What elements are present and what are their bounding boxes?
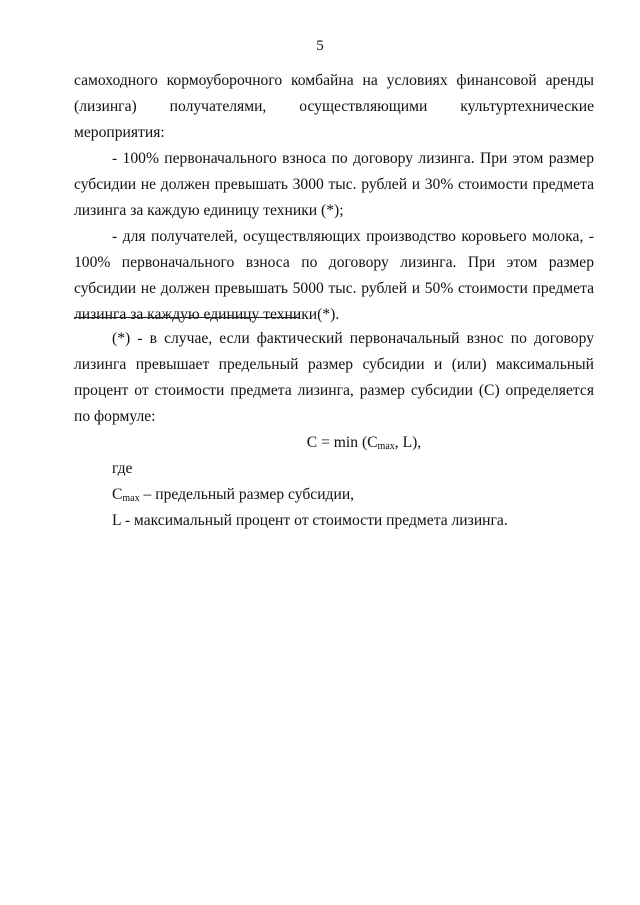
formula-suffix: , L), — [394, 434, 422, 451]
main-text — [74, 68, 594, 328]
paragraph-item-2: - для получателей, осуществляющих производство коровьего молока, - 100% первоначального взноса по договору лизинга. При этом размер субсидии не должен превышать 5000 тыс. рублей и 50% стоимости предмета лизинга за каждую единицу техники(*). — [74, 228, 594, 323]
page-number: 5 — [316, 38, 324, 54]
paragraph-intro: самоходного кормоуборочного комбайна на условиях финансовой аренды (лизинга) получателями, осуществляющими культуртехнические мероприятия: — [74, 72, 594, 141]
formula-subscript: max — [377, 441, 395, 452]
definition-cmax-subscript: max — [122, 493, 140, 504]
definition-l: L - максимальный процент от стоимости предмета лизинга. — [112, 512, 508, 529]
footnote-text: (*) - в случае, если фактический первоначальный взнос по договору лизинга превышает предельный размер субсидии и (или) максимальный процент от стоимости предмета лизинга, размер субсидии (С) определяется по формуле: — [74, 330, 594, 425]
paragraph-item-1: - 100% первоначального взноса по договору лизинга. При этом размер субсидии не должен превышать 3000 тыс. рублей и 30% стоимости предмета лизинга за каждую единицу техники (*); — [74, 150, 594, 219]
definition-cmax-text: – предельный размер субсидии, — [139, 486, 355, 503]
definition-cmax-symbol: C — [112, 486, 123, 503]
formula-prefix: C = min (C — [306, 434, 378, 451]
where-label: где — [112, 460, 133, 477]
footnote — [74, 326, 594, 534]
footnote-separator — [74, 317, 300, 318]
formula — [74, 430, 594, 456]
definition-cmax — [74, 482, 594, 508]
